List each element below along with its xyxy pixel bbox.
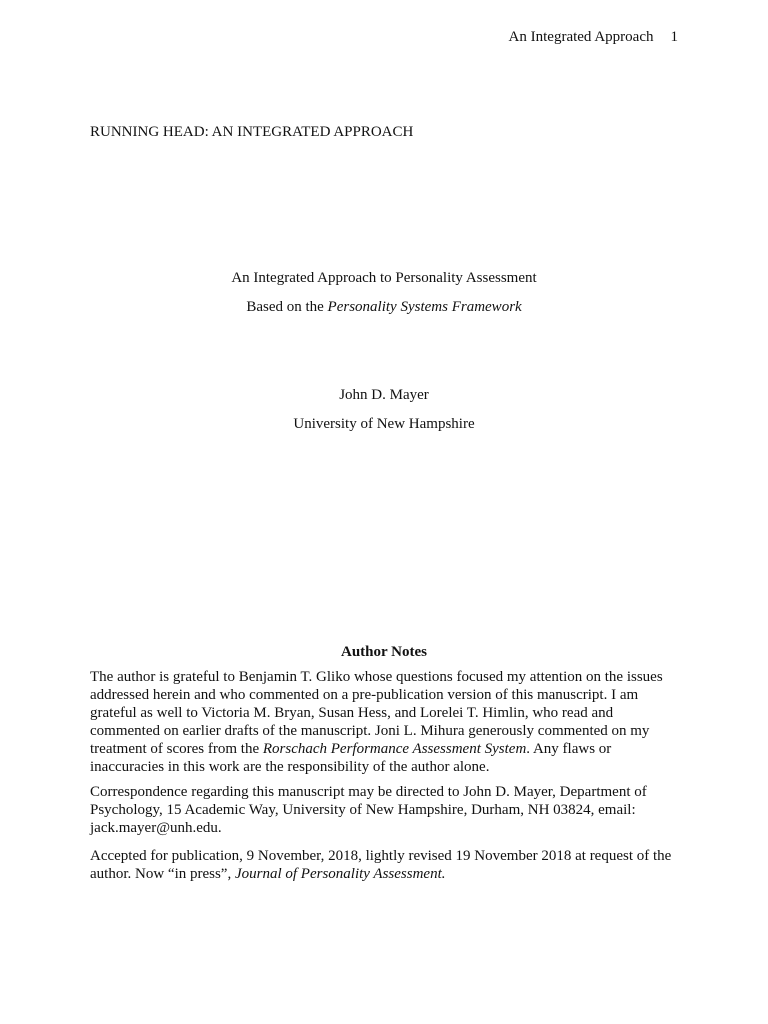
paragraph-line: grateful as well to Victoria M. Bryan, Susan Hess, and Lorelei T. Himlin, who read and [90,705,614,721]
page-header [509,28,678,46]
paragraph-line: jack.mayer@unh.edu. [90,820,222,836]
title-line-2 [0,298,768,316]
paragraph-line: Accepted for publication, 9 November, 2018, lightly revised 19 November 2018 at request of the [90,848,672,864]
paragraph-line: Correspondence regarding this manuscript may be directed to John D. Mayer, Department of [90,784,647,800]
paragraph-line: commented on earlier drafts of the manuscript. Joni L. Mihura generously commented on my [90,723,650,739]
journal-name: Journal of Personality Assessment. [234,866,446,882]
rorschach-system-name: Rorschach Performance Assessment System [262,741,527,757]
author-affiliation: University of New Hampshire [293,416,475,432]
running-head: RUNNING HEAD: AN INTEGRATED APPROACH [90,124,414,140]
paragraph-line: inaccuracies in this work are the responsibility of the author alone. [90,759,490,775]
correspondence-paragraph [90,783,682,837]
title-line-2-prefix: Based on the [246,299,328,315]
acknowledgments-paragraph [90,668,682,776]
page-number: 1 [670,29,678,45]
paragraph-line: Psychology, 15 Academic Way, University of New Hampshire, Durham, NH 03824, email: [90,802,636,818]
paragraph-line [90,865,682,883]
author-notes-heading: Author Notes [341,644,427,660]
paragraph-line: addressed herein and who commented on a pre-publication version of this manuscript. I am [90,687,639,703]
paragraph-line: The author is grateful to Benjamin T. Gliko whose questions focused my attention on the issues [90,669,663,685]
paragraph-line [90,740,682,758]
line-text: author. Now “in press”, [90,866,235,882]
title-line-1: An Integrated Approach to Personality Assessment [231,270,537,286]
author-name: John D. Mayer [339,387,429,403]
line-text: . Any flaws or [526,741,612,757]
header-short-title: An Integrated Approach [508,29,654,45]
title-framework-name: Personality Systems Framework [327,299,522,315]
publication-status-paragraph [90,847,682,883]
line-text: treatment of scores from the [90,741,263,757]
